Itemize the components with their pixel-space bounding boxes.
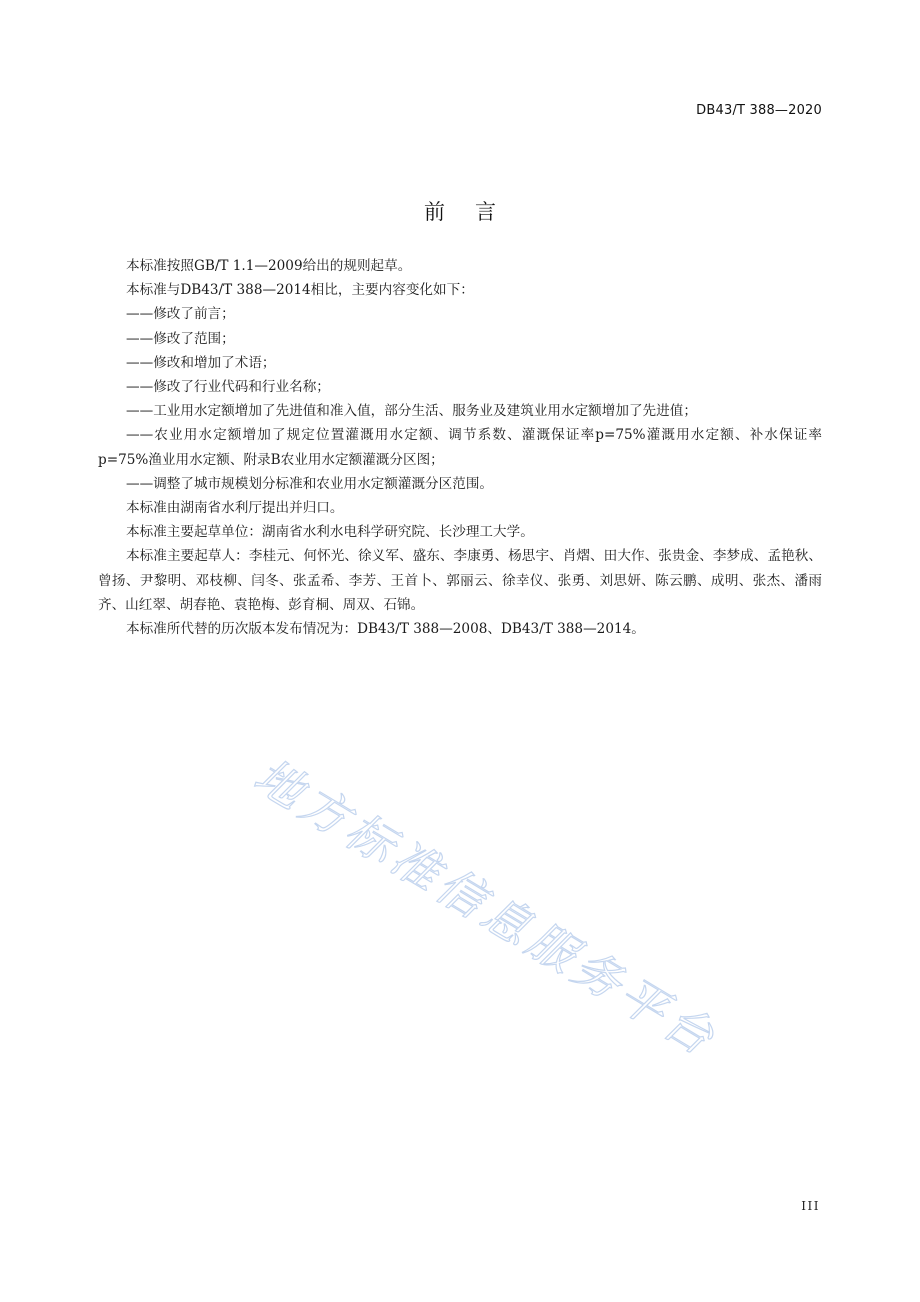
list-item: ——工业用水定额增加了先进值和准入值，部分生活、服务业及建筑业用水定额增加了先进值； <box>126 403 697 420</box>
document-header-code: DB43/T 388—2020 <box>696 103 822 118</box>
paragraph: 本标准主要起草人：李桂元、何怀光、徐义军、盛东、李康勇、杨思宇、肖熠、田大作、张贵金、李梦成、孟艳秋、曾扬、尹黎明、邓枝柳、闫冬、张孟希、李芳、王首卜、郭丽云、徐幸仪、张勇、刘思妍、陈云鹏、成明、张杰、潘雨齐、山红翠、胡春艳、袁艳梅、彭育桐、周双、石锦。 <box>98 548 822 613</box>
paragraph: 本标准所代替的历次版本发布情况为：DB43/T 388—2008、DB43/T 388—2014。 <box>126 621 645 638</box>
foreword-content <box>98 254 822 641</box>
list-item: ——修改了范围； <box>126 330 235 347</box>
paragraph: 本标准按照GB/T 1.1—2009给出的规则起草。 <box>126 258 412 274</box>
list-item: ——调整了城市规模划分标准和农业用水定额灌溉分区范围。 <box>126 475 494 492</box>
list-item: ——修改了行业代码和行业名称； <box>126 379 330 396</box>
paragraph: 本标准由湖南省水利厅提出并归口。 <box>126 500 344 517</box>
list-item: ——农业用水定额增加了规定位置灌溉用水定额、调节系数、灌溉保证率p=75%灌溉用水定额、补水保证率p=75%渔业用水定额、附录B农业用水定额灌溉分区图； <box>98 427 822 468</box>
paragraph: 本标准与DB43/T 388—2014相比，主要内容变化如下： <box>126 282 474 299</box>
page-title: 前言 <box>424 200 526 225</box>
list-item: ——修改和增加了术语； <box>126 354 276 371</box>
watermark: 地方标准信息服务平台 <box>244 748 728 1069</box>
list-item: ——修改了前言； <box>126 306 235 323</box>
page-number: III <box>801 1199 820 1213</box>
paragraph: 本标准主要起草单位：湖南省水利水电科学研究院、长沙理工大学。 <box>126 524 534 541</box>
